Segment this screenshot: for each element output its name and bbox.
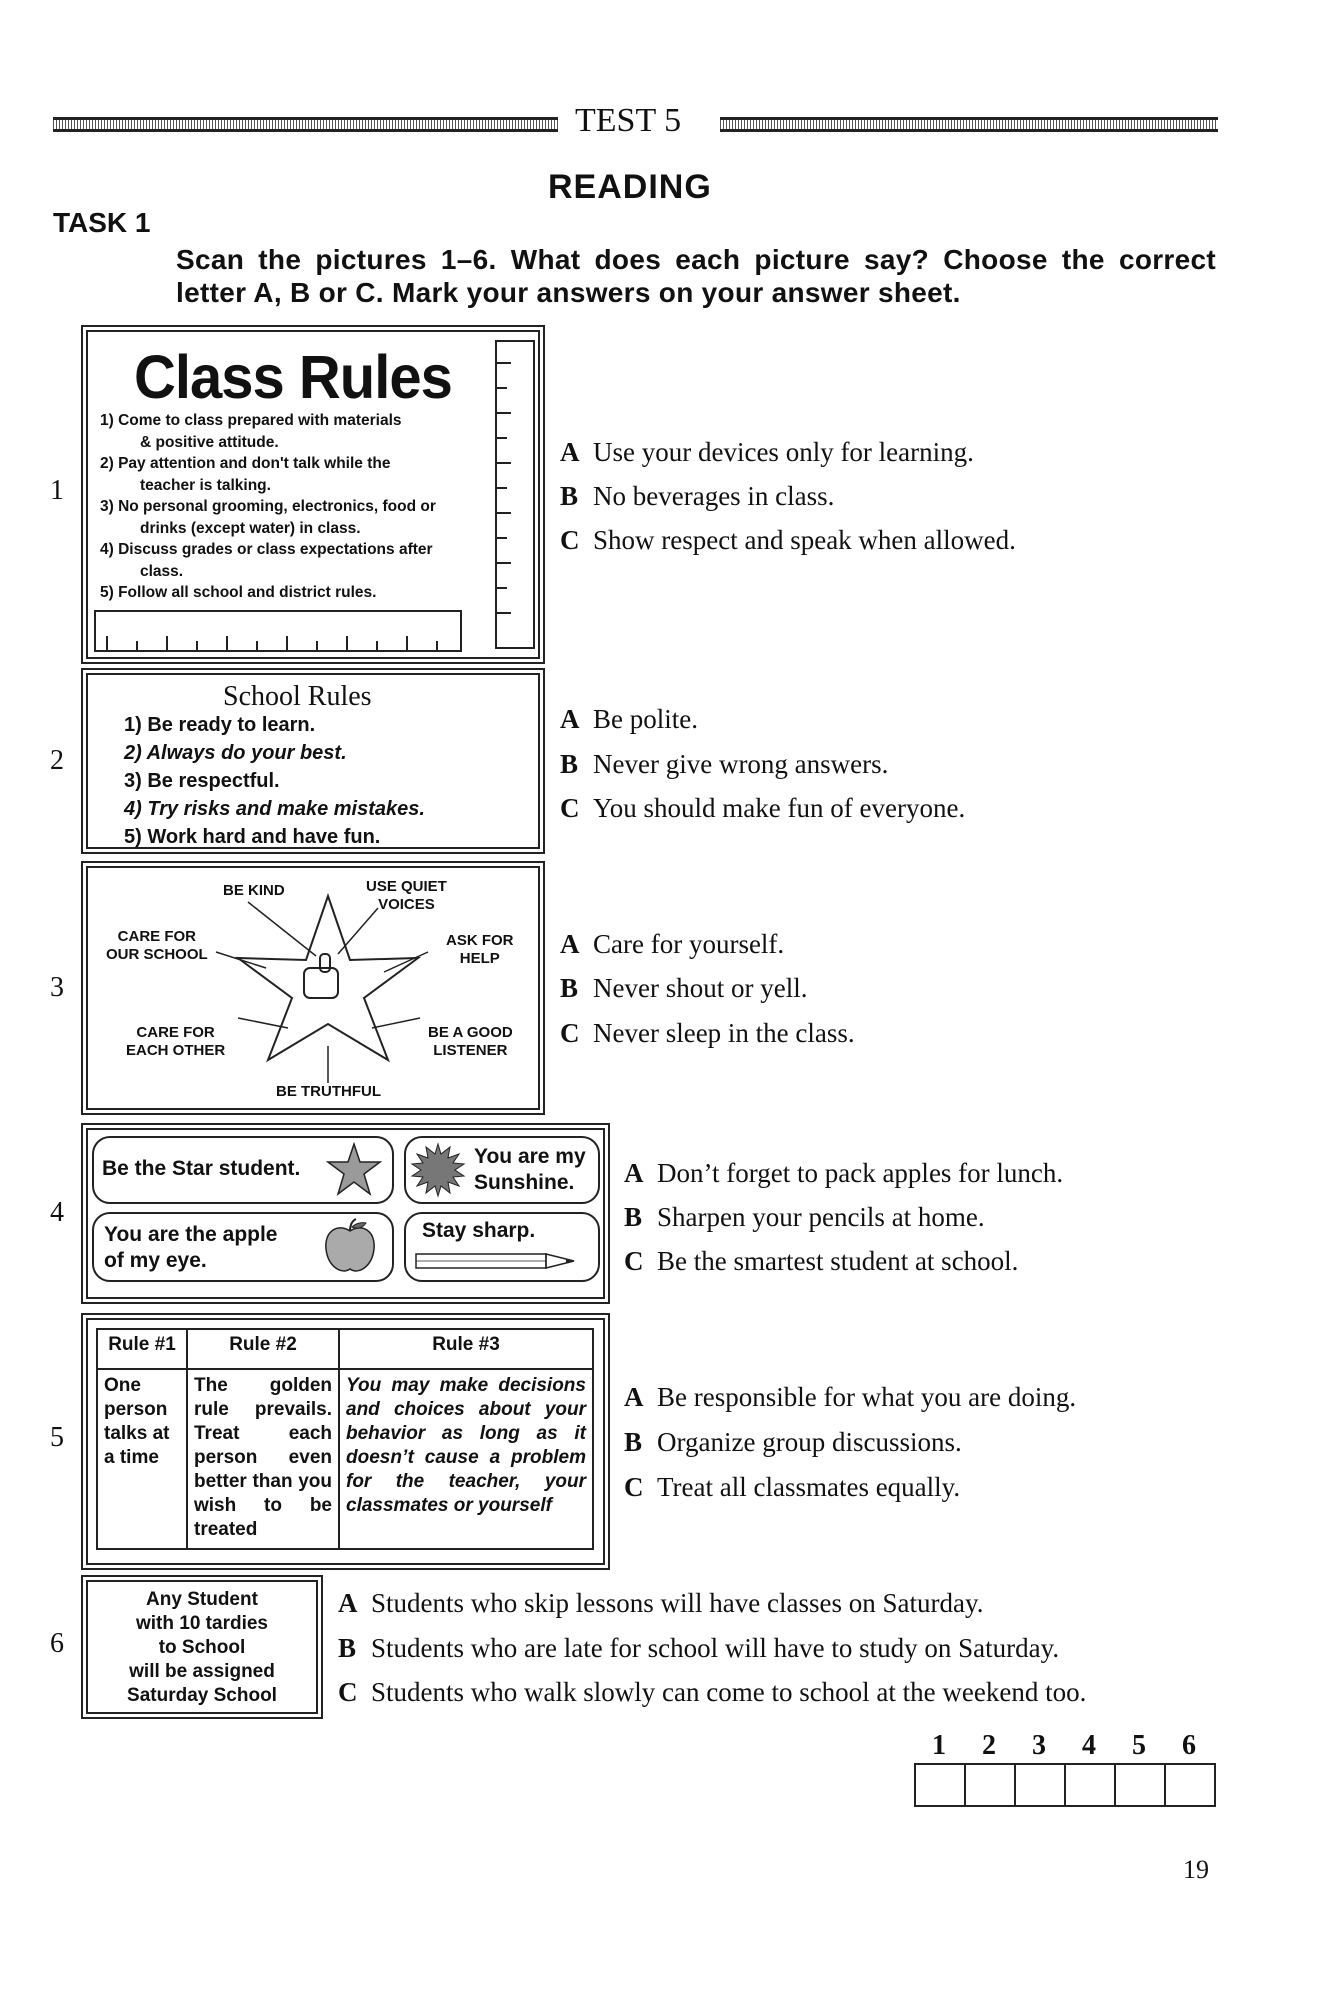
q6-option-c[interactable]: C Students who walk slowly can come to school at the weekend too.	[338, 1677, 1087, 1707]
question-number: 5	[50, 1422, 64, 1453]
rules-table	[96, 1328, 594, 1550]
q6-option-b[interactable]: B Students who are late for school will have to study on Saturday.	[338, 1633, 1060, 1663]
label-care-school: CARE FOR OUR SCHOOL	[106, 928, 208, 963]
q3-option-c[interactable]: C Never sleep in the class.	[560, 1018, 855, 1048]
pencil-icon	[414, 1250, 584, 1274]
answer-number: 5	[1132, 1730, 1146, 1761]
q1-option-c[interactable]: C Show respect and speak when allowed.	[560, 525, 1016, 555]
question-number: 3	[50, 972, 64, 1003]
table-header: Rule #3	[339, 1329, 593, 1369]
table-header: Rule #1	[97, 1329, 187, 1369]
class-rules-list: 1) Come to class prepared with materials & positive attitude. 2) Pay attention and don't talk while the teacher is talking. 3) No personal grooming, electronics, food or drinks (except water) in class. 4) Discuss grades or class expectations after class. 5) Follow all school and district rules.	[100, 412, 436, 601]
saturday-school-notice: Any Student with 10 tardies to School will be assigned Saturday School	[127, 1589, 277, 1706]
answer-cell-6[interactable]	[1164, 1763, 1216, 1807]
label-be-kind: BE KIND	[223, 882, 285, 899]
q5-option-c[interactable]: C Treat all classmates equally.	[624, 1472, 961, 1502]
vertical-ruler-icon	[495, 340, 535, 649]
task-instructions: Scan the pictures 1–6. What does each picture say? Choose the correct letter A, B or C. Mark your answers on your answer sheet.	[176, 244, 1216, 308]
q1-option-a[interactable]: A Use your devices only for learning.	[560, 437, 974, 467]
apple-card	[92, 1212, 394, 1282]
q6-option-a[interactable]: A Students who skip lessons will have classes on Saturday.	[338, 1588, 984, 1618]
label-quiet-voices: USE QUIET VOICES	[366, 878, 447, 913]
answer-number: 2	[982, 1730, 996, 1761]
label-good-listener: BE A GOOD LISTENER	[428, 1024, 513, 1059]
apple-text: You are the apple of my eye.	[104, 1223, 278, 1272]
star-icon	[326, 1142, 382, 1198]
table-cell: The golden rule prevails. Treat each person even better than you wish to be treated	[187, 1369, 339, 1549]
apple-icon	[320, 1217, 380, 1277]
q2-option-a[interactable]: A Be polite.	[560, 704, 698, 734]
header-rule-left	[53, 117, 558, 132]
test-title: TEST 5	[575, 102, 682, 139]
q3-option-b[interactable]: B Never shout or yell.	[560, 973, 808, 1003]
answer-cell-4[interactable]	[1064, 1763, 1116, 1807]
picture-2-school-rules	[86, 673, 540, 849]
question-number: 2	[50, 745, 64, 776]
star-icon	[88, 868, 538, 1108]
school-rules-title: School Rules	[223, 681, 372, 712]
question-number: 6	[50, 1628, 64, 1659]
label-ask-help: ASK FOR HELP	[446, 932, 514, 967]
star-student-text: Be the Star student.	[102, 1157, 301, 1180]
q5-option-a[interactable]: A Be responsible for what you are doing.	[624, 1382, 1077, 1412]
picture-1-class-rules	[86, 330, 540, 659]
answer-cell-1[interactable]	[914, 1763, 966, 1807]
section-title: READING	[548, 168, 712, 206]
picture-3-star-rules	[86, 866, 540, 1110]
question-number: 4	[50, 1197, 64, 1228]
stay-sharp-card	[404, 1212, 600, 1282]
sunshine-text: You are my Sunshine.	[474, 1145, 586, 1194]
school-rules-list: 1) Be ready to learn. 2) Always do your best. 3) Be respectful. 4) Try risks and make mistakes. 5) Work hard and have fun.	[124, 714, 425, 848]
task-label: TASK 1	[53, 207, 151, 238]
sun-icon	[410, 1142, 466, 1198]
q4-option-b[interactable]: B Sharpen your pencils at home.	[624, 1202, 985, 1232]
table-cell: One person talks at a time	[97, 1369, 187, 1549]
stay-sharp-text: Stay sharp.	[422, 1219, 536, 1242]
answer-number: 1	[932, 1730, 946, 1761]
answer-number: 6	[1182, 1730, 1196, 1761]
q2-option-b[interactable]: B Never give wrong answers.	[560, 749, 889, 779]
page-number: 19	[1183, 1855, 1209, 1884]
table-cell: You may make decisions and choices about your behavior as long as it doesn’t cause a problem for the teacher, your classmates or yourself	[339, 1369, 593, 1549]
picture-6-saturday-school	[86, 1580, 318, 1714]
horizontal-ruler-icon	[94, 610, 462, 652]
table-header: Rule #2	[187, 1329, 339, 1369]
sunshine-card	[404, 1136, 600, 1204]
question-number: 1	[50, 475, 64, 506]
picture-5-rules-table	[86, 1318, 605, 1565]
answer-number: 4	[1082, 1730, 1096, 1761]
q1-option-b[interactable]: B No beverages in class.	[560, 481, 835, 511]
q4-option-c[interactable]: C Be the smartest student at school.	[624, 1246, 1019, 1276]
label-care-other: CARE FOR EACH OTHER	[126, 1024, 226, 1059]
q5-option-b[interactable]: B Organize group discussions.	[624, 1427, 962, 1457]
q2-option-c[interactable]: C You should make fun of everyone.	[560, 793, 966, 823]
label-be-truthful: BE TRUTHFUL	[276, 1083, 381, 1100]
header-rule-right	[720, 117, 1218, 132]
answer-cell-3[interactable]	[1014, 1763, 1066, 1807]
answer-cell-2[interactable]	[964, 1763, 1016, 1807]
star-student-card	[92, 1136, 394, 1204]
answer-number: 3	[1032, 1730, 1046, 1761]
q3-option-a[interactable]: A Care for yourself.	[560, 929, 785, 959]
answer-cell-5[interactable]	[1114, 1763, 1166, 1807]
picture-4-motivation	[86, 1128, 605, 1299]
class-rules-title: Class Rules	[134, 343, 452, 412]
q4-option-a[interactable]: A Don’t forget to pack apples for lunch.	[624, 1158, 1064, 1188]
